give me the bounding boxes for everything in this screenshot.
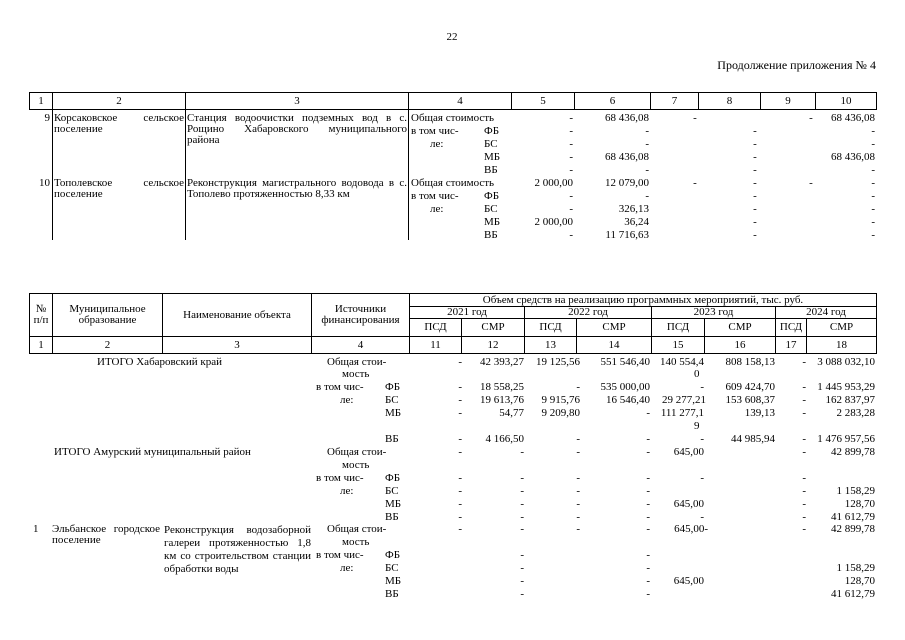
cell: 1 445 953,29 — [817, 381, 875, 393]
cell: 68 436,08 — [605, 151, 649, 163]
cell: - — [753, 177, 757, 189]
h-year-2022: 2022 год — [524, 306, 652, 319]
t1-col-1: 1 — [29, 92, 53, 110]
cell: 153 608,37 — [725, 394, 775, 406]
object-name: Реконструкция магистрального водовода в с. Тополево протяженностью 8,33 км — [187, 177, 407, 200]
col-num: 4 — [311, 336, 410, 354]
col-num: 3 — [162, 336, 312, 354]
col-num: 16 — [704, 336, 776, 354]
cell: - — [753, 203, 757, 215]
fund-mb: МБ — [385, 575, 402, 587]
cell: - — [646, 588, 650, 600]
cell: 54,77 — [499, 407, 524, 419]
fund-vb: ВБ — [385, 511, 399, 523]
cell: - — [458, 381, 462, 393]
cell: 29 277,21 — [662, 394, 706, 406]
fund-mb: МБ — [484, 151, 501, 163]
t1-col-5: 5 — [511, 92, 575, 110]
cell: 19 613,76 — [480, 394, 524, 406]
cell: - — [458, 472, 462, 484]
cell: - — [569, 112, 573, 124]
t1-col-4: 4 — [408, 92, 512, 110]
cell: 3 088 032,10 — [817, 356, 875, 368]
cell: - — [809, 112, 813, 124]
cell: - — [646, 549, 650, 561]
row-number: 9 — [44, 112, 50, 124]
cell: 1 476 957,56 — [817, 433, 875, 445]
cell: 9 209,80 — [541, 407, 580, 419]
cell: - — [871, 164, 875, 176]
cell: - — [646, 407, 650, 419]
fund-vb: ВБ — [484, 164, 498, 176]
source-le: ле: — [430, 138, 444, 150]
cell: - — [458, 394, 462, 406]
cell: - — [802, 498, 806, 510]
cell: - — [458, 498, 462, 510]
cell: 808 158,13 — [725, 356, 775, 368]
continuation-note: Продолжение приложения № 4 — [717, 58, 876, 72]
fund-bs: БС — [484, 138, 498, 150]
t1-col-10: 10 — [815, 92, 877, 110]
t1-col-8: 8 — [698, 92, 761, 110]
cell: - — [753, 216, 757, 228]
source-label: ле: — [340, 485, 354, 497]
cell: - — [458, 511, 462, 523]
cell: - — [576, 433, 580, 445]
fund-fb: ФБ — [385, 472, 401, 484]
cell: 68 436,08 — [605, 112, 649, 124]
fund-mb: МБ — [385, 498, 402, 510]
cell: - — [520, 549, 524, 561]
cell: - — [646, 523, 650, 535]
source-label: в том чис- — [316, 549, 364, 561]
municipality: Корсаковское сельское поселение — [54, 112, 184, 135]
cell: - — [569, 203, 573, 215]
fund-fb: ФБ — [385, 549, 401, 561]
fund-bs: БС — [385, 485, 399, 497]
t1-col-9: 9 — [760, 92, 816, 110]
cell: - — [753, 190, 757, 202]
cell: 18 558,25 — [480, 381, 524, 393]
source-label: Общая стои- — [327, 356, 387, 368]
source-label: в том чис- — [316, 381, 364, 393]
cell: 68 436,08 — [831, 112, 875, 124]
cell: - — [458, 446, 462, 458]
cell: - — [645, 125, 649, 137]
cell: - — [646, 575, 650, 587]
cell: - — [646, 485, 650, 497]
cell: - — [802, 472, 806, 484]
source-label: в том чис- — [316, 472, 364, 484]
h-volume: Объем средств на реализацию программных мероприятий, тыс. руб. — [409, 293, 877, 307]
cell: - — [871, 216, 875, 228]
cell: 1 158,29 — [836, 562, 875, 574]
cell: - — [802, 433, 806, 445]
cell: - — [802, 485, 806, 497]
cell: 41 612,79 — [831, 511, 875, 523]
col-num: 18 — [806, 336, 877, 354]
cell: 4 166,50 — [485, 433, 524, 445]
cell: - — [646, 446, 650, 458]
cell: 9 915,76 — [541, 394, 580, 406]
fund-fb: ФБ — [484, 190, 500, 202]
cell: - — [700, 511, 704, 523]
cell: - — [753, 229, 757, 241]
source-total: Общая стоимость — [411, 112, 495, 124]
col-num: 12 — [461, 336, 525, 354]
cell: - — [700, 433, 704, 445]
cell: 326,13 — [618, 203, 649, 215]
cell: - — [520, 472, 524, 484]
cell: - — [693, 177, 697, 189]
cell: 128,70 — [844, 498, 875, 510]
h-sources: Источники финансирования — [311, 293, 410, 337]
cell: - — [646, 433, 650, 445]
cell: 41 612,79 — [831, 588, 875, 600]
cell: 535 000,00 — [600, 381, 650, 393]
cell: - — [645, 190, 649, 202]
cell: - — [753, 138, 757, 150]
cell: - — [646, 498, 650, 510]
cell: 9 — [694, 420, 700, 432]
cell: - — [569, 151, 573, 163]
cell: - — [753, 164, 757, 176]
source-label: Общая стои- — [327, 523, 387, 535]
fund-vb: ВБ — [385, 433, 399, 445]
cell: 19 125,56 — [536, 356, 580, 368]
fund-bs: БС — [385, 394, 399, 406]
h-num: № п/п — [29, 293, 53, 337]
cell: - — [569, 190, 573, 202]
cell: - — [576, 446, 580, 458]
cell: - — [458, 485, 462, 497]
h-psd: ПСД — [651, 318, 705, 337]
h-year-2024: 2024 год — [775, 306, 877, 319]
cell: 140 554,4 — [660, 356, 704, 368]
fund-mb: МБ — [484, 216, 501, 228]
cell: - — [520, 511, 524, 523]
h-smr: СМР — [806, 318, 877, 337]
object-name: Станция водоочистки подземных вод в с. Рощино Хабаровского муниципального района — [187, 112, 407, 146]
h-psd: ПСД — [524, 318, 577, 337]
fund-bs: БС — [385, 562, 399, 574]
cell: - — [569, 164, 573, 176]
fund-bs: БС — [484, 203, 498, 215]
cell: - — [520, 575, 524, 587]
cell: - — [871, 177, 875, 189]
cell: - — [802, 523, 806, 535]
cell: - — [753, 125, 757, 137]
fund-fb: ФБ — [484, 125, 500, 137]
cell: - — [576, 523, 580, 535]
cell: 11 716,63 — [605, 229, 649, 241]
cell: - — [458, 407, 462, 419]
col-num: 17 — [775, 336, 807, 354]
cell: - — [520, 523, 524, 535]
cell: - — [520, 446, 524, 458]
cell: 42 899,78 — [831, 446, 875, 458]
col-num: 14 — [576, 336, 652, 354]
cell: - — [809, 177, 813, 189]
cell: 44 985,94 — [731, 433, 775, 445]
cell: - — [645, 164, 649, 176]
fund-vb: ВБ — [484, 229, 498, 241]
cell: - — [700, 472, 704, 484]
source-label: ле: — [340, 562, 354, 574]
section-title: ИТОГО Хабаровский край — [97, 356, 223, 368]
cell: - — [520, 588, 524, 600]
municipality: Эльбанское городское поселение — [52, 523, 160, 546]
cell: - — [802, 407, 806, 419]
source-label: Общая стои- — [327, 446, 387, 458]
fund-vb: ВБ — [385, 588, 399, 600]
cell: - — [646, 562, 650, 574]
cell: 645,00 — [673, 575, 704, 587]
cell: 0 — [694, 368, 700, 380]
cell: - — [645, 138, 649, 150]
cell: 42 393,27 — [480, 356, 524, 368]
cell: 162 837,97 — [825, 394, 875, 406]
cell: 36,24 — [624, 216, 649, 228]
h-object: Наименование объекта — [162, 293, 312, 337]
cell: - — [802, 446, 806, 458]
source-incl: в том чис- — [411, 125, 459, 137]
row-number: 10 — [39, 177, 50, 189]
cell: - — [458, 356, 462, 368]
cell: 2 000,00 — [534, 177, 573, 189]
cell: 645,00 — [673, 446, 704, 458]
cell: - — [576, 485, 580, 497]
cell: 645,00 — [673, 498, 704, 510]
source-incl: в том чис- — [411, 190, 459, 202]
cell: 551 546,40 — [600, 356, 650, 368]
h-year-2023: 2023 год — [651, 306, 776, 319]
cell: - — [693, 112, 697, 124]
cell: - — [569, 229, 573, 241]
col-num: 15 — [651, 336, 705, 354]
t1-col-7: 7 — [650, 92, 699, 110]
cell: - — [871, 138, 875, 150]
t1-col-3: 3 — [185, 92, 409, 110]
cell: 2 000,00 — [534, 216, 573, 228]
h-year-2021: 2021 год — [409, 306, 525, 319]
cell: - — [646, 472, 650, 484]
source-le: ле: — [430, 203, 444, 215]
col-num: 13 — [524, 336, 577, 354]
cell: - — [520, 562, 524, 574]
col-num: 2 — [52, 336, 163, 354]
cell: - — [520, 498, 524, 510]
cell: - — [569, 138, 573, 150]
source-label: мость — [342, 536, 370, 548]
source-label: мость — [342, 459, 370, 471]
cell: 609 424,70 — [725, 381, 775, 393]
cell: 128,70 — [844, 575, 875, 587]
cell: 68 436,08 — [831, 151, 875, 163]
cell: - — [871, 125, 875, 137]
cell: 12 079,00 — [605, 177, 649, 189]
section-title: ИТОГО Амурский муниципальный район — [54, 446, 251, 458]
fund-mb: МБ — [385, 407, 402, 419]
cell: 42 899,78 — [831, 523, 875, 535]
cell: - — [569, 125, 573, 137]
t1-col-2: 2 — [52, 92, 186, 110]
object-name: Реконструкция водозаборной галереи протяженностью 1,8 км со строительством станции обработки воды — [164, 524, 311, 575]
cell: - — [576, 472, 580, 484]
row-number: 1 — [33, 523, 39, 535]
municipality: Тополевское сельское поселение — [54, 177, 184, 200]
h-psd: ПСД — [775, 318, 807, 337]
source-label: ле: — [340, 394, 354, 406]
h-smr: СМР — [576, 318, 652, 337]
h-smr: СМР — [704, 318, 776, 337]
h-psd: ПСД — [409, 318, 462, 337]
cell: - — [753, 151, 757, 163]
cell: 16 546,40 — [606, 394, 650, 406]
source-label: мость — [342, 368, 370, 380]
cell: - — [576, 511, 580, 523]
source-total: Общая стоимость — [411, 177, 495, 189]
cell: - — [871, 190, 875, 202]
h-municipality: Муниципальное образование — [52, 293, 163, 337]
cell: 2 283,28 — [836, 407, 875, 419]
cell: - — [646, 511, 650, 523]
cell: - — [576, 498, 580, 510]
page-number: 22 — [446, 31, 458, 43]
cell: - — [871, 203, 875, 215]
cell: - — [576, 381, 580, 393]
cell: - — [700, 381, 704, 393]
cell: - — [802, 394, 806, 406]
cell: 111 277,1 — [660, 407, 704, 419]
cell: 139,13 — [744, 407, 775, 419]
t1-col-6: 6 — [574, 92, 651, 110]
h-smr: СМР — [461, 318, 525, 337]
col-num: 1 — [29, 336, 53, 354]
cell: 645,00- — [674, 523, 708, 535]
fund-fb: ФБ — [385, 381, 401, 393]
cell: - — [802, 356, 806, 368]
cell: - — [802, 511, 806, 523]
cell: - — [458, 523, 462, 535]
cell: - — [458, 433, 462, 445]
cell: - — [520, 485, 524, 497]
cell: - — [802, 381, 806, 393]
cell: 1 158,29 — [836, 485, 875, 497]
col-num: 11 — [409, 336, 462, 354]
cell: - — [871, 229, 875, 241]
